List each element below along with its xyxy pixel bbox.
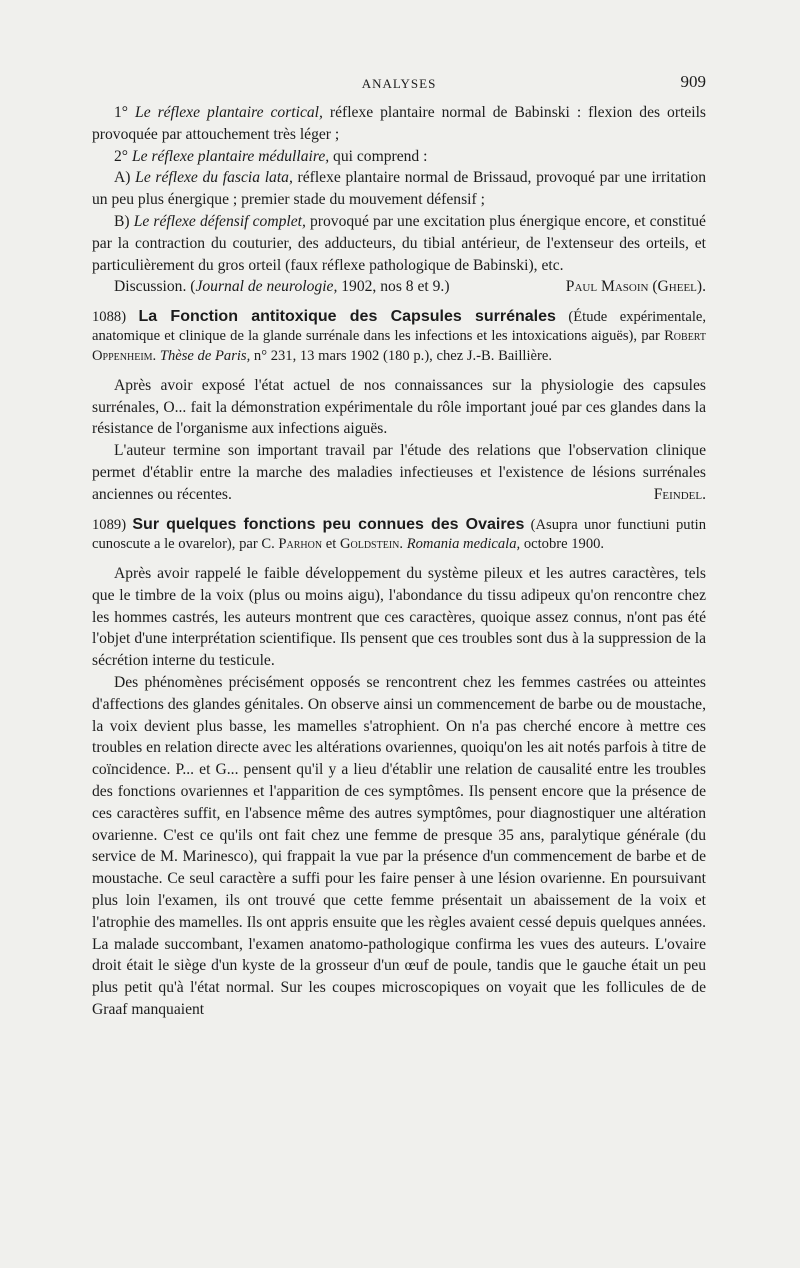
page-number: 909 [680, 72, 706, 91]
paragraph: Après avoir exposé l'état actuel de nos connaissances sur la physiologie des capsules surrénales, O... fait la démonstration expérimentale du rôle important joué par ces glandes dans la résistance de l'organisme aux infections aiguës. [92, 376, 706, 438]
entry-description: (Asupra unor functiuni putin cunoscute a le ovarelor), par [92, 516, 706, 552]
paragraph-text: réflexe plantaire normal de Babinski : flexion des orteils provoquée par attouchement très léger ; [92, 104, 706, 143]
paragraph-text: provoqué par une excitation plus énergique encore, et constitué par la contraction du couturier, des adducteurs, du tibial antérieur, de l'extenseur des orteils, et particulièrement du gros orteil (faux réflexe pathologique de Babinski), etc. [92, 212, 706, 274]
reviewer-signature: Paul Masoin (Gheel). [565, 278, 706, 296]
entry-1089-body [92, 563, 706, 1021]
entry-source: Thèse de Paris, [159, 347, 251, 364]
conjunction: et [322, 535, 340, 552]
italic-term: Le réflexe plantaire médullaire, [131, 147, 330, 165]
paragraph-discussion [92, 276, 706, 298]
discussion-lead: Discussion. ( [114, 278, 196, 296]
entry-number: 1088) [92, 309, 127, 326]
entry-title: Sur quelques fonctions peu connues des Ovaires [132, 515, 525, 533]
entry-author: Robert Oppenheim. [92, 328, 706, 364]
paragraph-text: qui comprend : [329, 147, 428, 165]
entry-title: La Fonction antitoxique des Capsules surrénales [138, 308, 556, 326]
paragraph [92, 440, 706, 505]
paragraph-defensive-reflex [92, 211, 706, 276]
entry-author: Goldstein. [339, 535, 404, 552]
entry-description: (Étude expérimentale, anatomique et clinique de la glande surrénale dans les infections et les intoxications aiguës), par [92, 309, 707, 345]
italic-term: Le réflexe défensif complet, [133, 212, 306, 230]
entry-1088-body [92, 375, 706, 506]
page-header [92, 72, 706, 96]
paragraph-text: L'auteur termine son important travail par l'étude des relations que l'observation clinique permet d'établir entre la marche des maladies infectieuses et l'existence de lésions surrénales anciennes ou récentes. [92, 442, 706, 503]
reviewer-signature: Feindel. [653, 485, 706, 503]
entry-source: Romania medicala, [406, 535, 521, 552]
citation-text: 1902, nos 8 et 9.) [337, 278, 450, 296]
entry-author: C. Parhon [261, 535, 323, 552]
entry-1089 [92, 515, 706, 554]
entry-heading [92, 307, 706, 366]
running-title: ANALYSES [361, 76, 437, 91]
paragraph-cortical-reflex [92, 102, 706, 146]
journal-title: Journal de neurologie, [195, 278, 338, 296]
paragraph: Après avoir rappelé le faible développement du système pileux et les autres caractères, tels que le timbre de la voix (plus ou moins aigu), l'abondance du tissu adipeux qu'on rencontre chez les hommes castrés, les auteurs montrent que ces caractères, quoique assez connus, n'ont pas été l'objet d'une interprétation scientifique. Ils pensent que ces troubles sont dus à la suppression de la sécrétion interne du testicule. [92, 564, 706, 670]
entry-source-details: n° 231, 13 mars 1902 (180 p.), chez J.-B. Baillière. [250, 347, 552, 364]
italic-term: Le réflexe du fascia lata, [135, 169, 293, 187]
paragraph-text: réflexe plantaire normal de Brissaud, provoqué par une irritation un peu plus énergique ; premier stade du mouvement défensif ; [92, 169, 707, 209]
paragraph: Des phénomènes précisément opposés se rencontrent chez les femmes castrées ou atteintes d'affections des glandes génitales. On observe ainsi un commencement de barbe ou de moustache, la voix devient plus basse, les mamelles s'atrophient. On n'a pas cherché encore à mettre ces troubles en relation directe avec les altérations ovariennes, quoiqu'on les ait notés parfois à titre de coïncidence. P... et G... pensent qu'il y a lieu d'établir une relation de causalité entre les troubles des fonctions ovariennes et l'apparition de ces symptômes. Ils pensent encore que la présence de ces caractères suffit, en l'absence même des autres symptômes, pour diagnostiquer une altération ovarienne. C'est ce qu'ils ont fait chez une femme de presque 35 ans, paralytique générale (du service de M. Marinesco), qui frappait la vue par la présence d'un commencement de barbe et de moustache. Ce seul caractère a suffi pour les faire penser à une lésion ovarienne. En poursuivant plus loin l'examen, ils ont trouvé que cette femme présentait un abaissement de la voix et l'atrophie des mamelles. Ils ont appris ensuite que les règles avaient cessé depuis quelques années. La malade succombant, l'examen anatomo-pathologique confirma les vues des auteurs. L'ovaire droit était le siège d'un kyste de la grosseur d'un œuf de poule, tandis que le gauche était un peu plus petit qu'à l'état normal. Sur les coupes microscopiques on voyait que les follicules de de Graaf manquaient [92, 673, 706, 1018]
page-content [92, 102, 706, 1021]
entry-source-details: octobre 1900. [520, 535, 605, 552]
entry-number: 1089) [92, 516, 127, 533]
paragraph-fascia-lata [92, 167, 706, 211]
item-label: A) [114, 169, 131, 187]
entry-1088 [92, 307, 706, 366]
paragraph-medullary-reflex [92, 146, 706, 168]
item-label: B) [114, 212, 130, 230]
item-number: 1° [114, 104, 129, 121]
item-number: 2° [114, 147, 129, 165]
italic-term: Le réflexe plantaire cortical, [135, 104, 323, 121]
entry-heading [92, 515, 706, 554]
